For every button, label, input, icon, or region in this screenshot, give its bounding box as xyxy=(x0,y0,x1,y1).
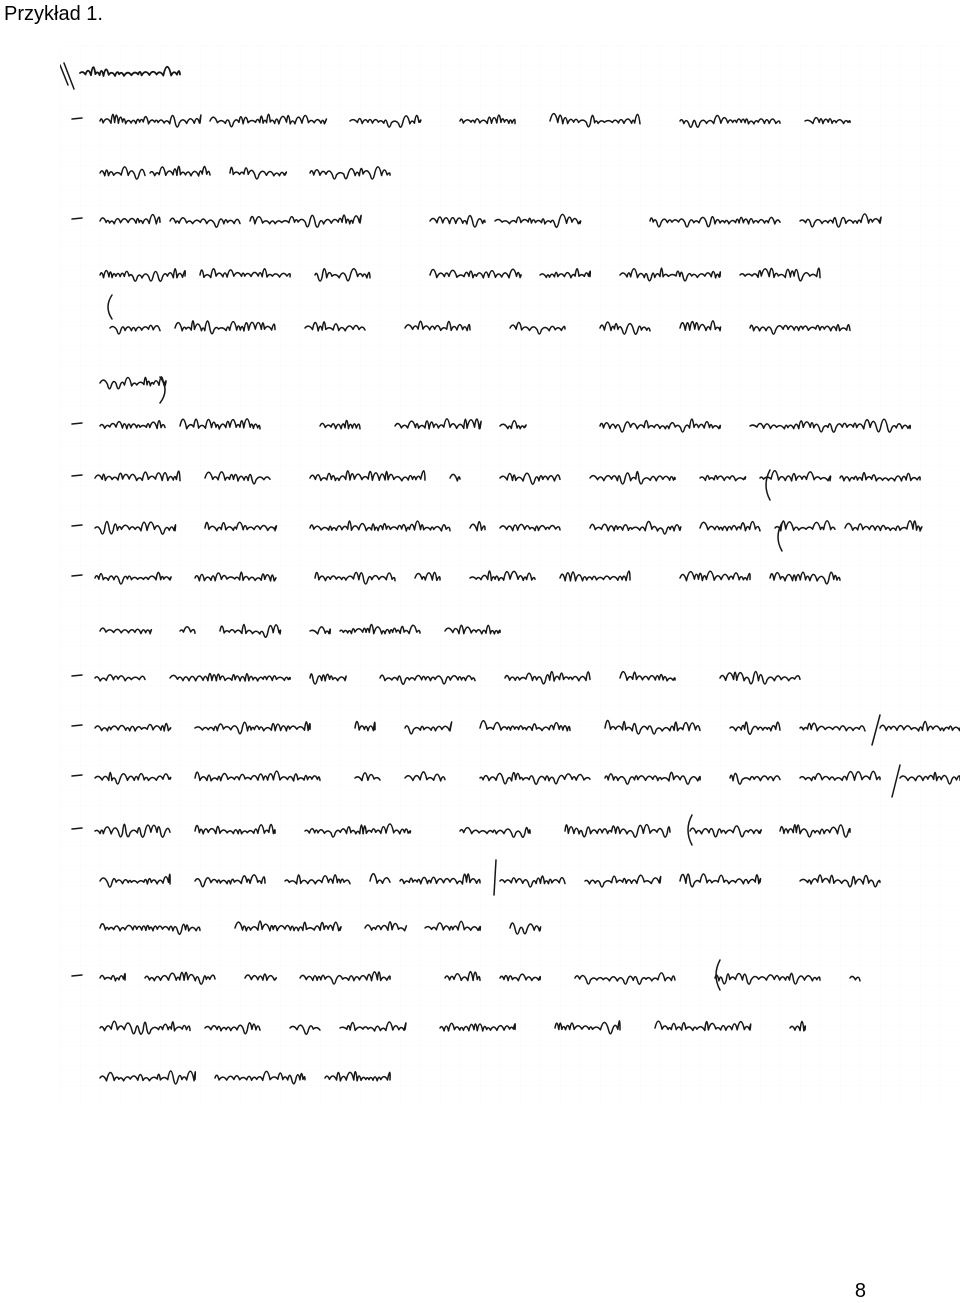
bullet-dash xyxy=(72,725,82,726)
page-number: 8 xyxy=(854,1280,866,1302)
handwriting-image xyxy=(60,45,960,1105)
bullet-dash xyxy=(72,118,82,119)
bullet-dash xyxy=(72,575,82,576)
bullet-dash xyxy=(72,218,82,219)
bullet-dash xyxy=(72,828,82,829)
handwritten-notes-scan xyxy=(60,45,960,1105)
bullet-dash xyxy=(72,475,82,476)
bullet-dash xyxy=(72,525,82,526)
bullet-dash xyxy=(72,775,82,776)
bullet-dash xyxy=(72,675,82,676)
bullet-dash xyxy=(72,423,82,424)
example-heading: Przykład 1. xyxy=(4,3,103,25)
bullet-dash xyxy=(72,975,82,976)
